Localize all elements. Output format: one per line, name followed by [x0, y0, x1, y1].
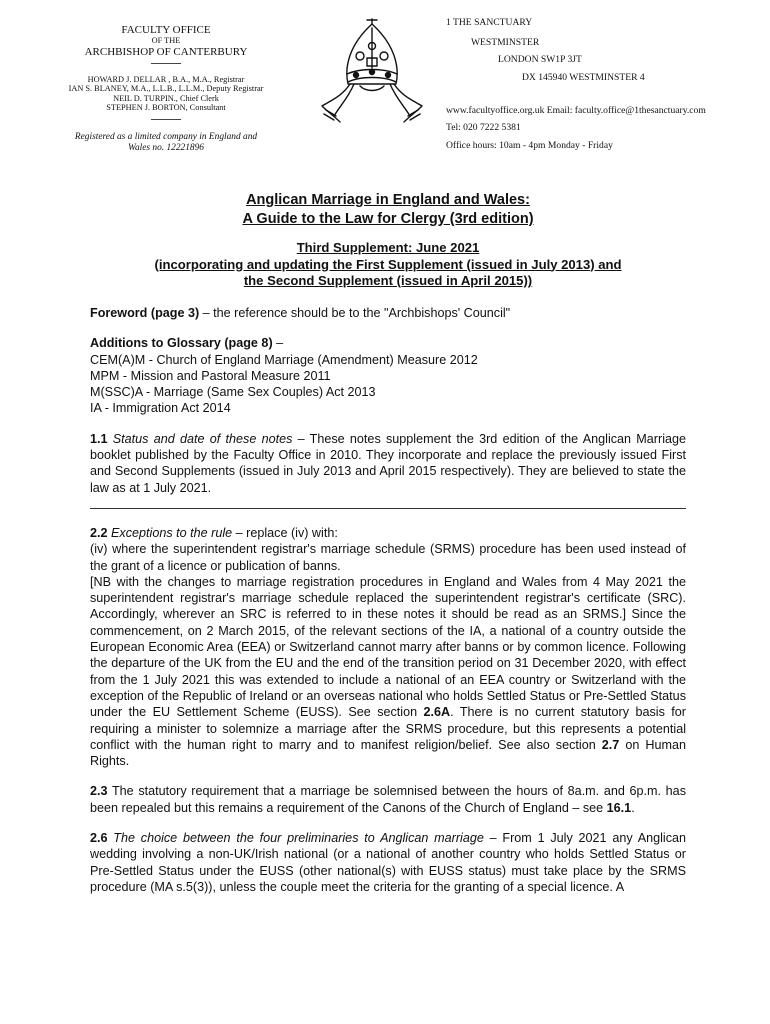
mitre-crest-icon [314, 16, 430, 128]
office-name-line3: ARCHBISHOP OF CANTERBURY [84, 45, 248, 58]
foreword-paragraph [90, 305, 686, 321]
section-number: 2.3 [90, 784, 108, 799]
divider [151, 63, 181, 64]
spacer [90, 509, 686, 525]
glossary-item: MPM - Mission and Pastoral Measure 2011 [90, 368, 331, 383]
foreword-heading: Foreword (page 3) [90, 306, 200, 320]
glossary-dash: – [272, 336, 284, 351]
section-text: – These notes supplement the 3rd edition of the Anglican Marriage booklet published by the Faculty Office in 2010. They incorporate and replace the previously issued First and Second Supplements (issued in July 2013 and April 2015 respectively). They are believed to state the law as at 1 July 2021. [90, 431, 687, 495]
document-body [90, 305, 686, 895]
foreword-text: – the reference should be to the "Archbishops' Council" [199, 306, 511, 320]
glossary-heading-line [90, 335, 686, 351]
glossary-item: IA - Immigration Act 2014 [90, 401, 231, 416]
section-number: 1.1 [90, 431, 108, 446]
section-text: – replace (iv) with: [232, 525, 338, 540]
office-name-line1: FACULTY OFFICE [121, 24, 211, 36]
address-line-1: 1 THE SANCTUARY [446, 17, 533, 28]
nb-text: on Human Rights. [90, 737, 686, 769]
web-email-line: www.facultyoffice.org.uk Email: faculty.office@1thesanctuary.com [446, 105, 706, 116]
section-title: Exceptions to the rule [111, 525, 233, 540]
title-line1: Anglican Marriage in England and Wales: [246, 192, 530, 208]
spacer [90, 769, 686, 783]
supplement-heading [90, 240, 686, 290]
section-text: The statutory requirement that a marriage be solemnised between the hours of 8a.m. and 6p.m. has been repealed but this remains a requirement of the Canons of the Church of England – see [90, 784, 686, 815]
spacer [90, 417, 686, 431]
section-2-3 [90, 783, 686, 816]
section-title: Status and date of these notes [112, 431, 293, 446]
section-number: 2.6 [90, 831, 108, 846]
address-line-3: LONDON SW1P 3JT [498, 54, 582, 65]
section-2-6 [90, 830, 686, 895]
section-reference: 16.1 [606, 800, 632, 815]
registered-line1: Registered as a limited company in England and [74, 131, 258, 142]
telephone-line: Tel: 020 7222 5381 [446, 122, 521, 133]
office-name-line2: OF THE [151, 36, 181, 45]
title-line2: A Guide to the Law for Clergy (3rd edition) [242, 211, 534, 227]
section-1-1 [90, 431, 686, 496]
glossary-item: CEM(A)M - Church of England Marriage (Amendment) Measure 2012 [90, 352, 478, 367]
address-line-2: WESTMINSTER [471, 37, 540, 48]
staff-line-4: STEPHEN J. BORTON, Consultant [106, 103, 226, 112]
nb-text: [NB with the changes to marriage registration procedures in England and Wales from 4 May 2021 the superintendent registrar's marriage schedule replaced the superintendent registrar's certificate (SRC). Accordingly, wherever an SRC is referred to in these notes it should be read as an SRMS.] Since the commencement, on 2 March 2015, of the relevant sections of the IA, a national of a country outside the European Economic Area (EEA) or Switzerland cannot marry after banns or by common licence. Following the departure of the UK from the EU and the end of the transition period on 31 December 2020, with effect from the 1 July 2021 this was extended to include a national of an EEA country or Switzerland with the exception of the Republic of Ireland or an overseas national who holds Settled Status or Pre-Settled Status under the EU Settlement Scheme (EUSS). See section [90, 574, 686, 720]
section-2-2-nb [90, 574, 686, 770]
spacer [90, 321, 686, 335]
section-text: – From 1 July 2021 any Anglican wedding involving a non-UK/Irish national (or a national of another country who holds Settled Status or Pre-Settled Status under the EUSS (other national(s) with EUSS status) must take place by the SRMS procedure (MA s.5(3)), unless the couple meet the criteria for the granting of a special licence. A [90, 831, 687, 894]
staff-line-1: HOWARD J. DELLAR , B.A., M.A., Registrar [87, 74, 245, 84]
document-title [90, 191, 686, 229]
section-title: The choice between the four preliminaries to Anglican marriage [113, 831, 484, 846]
glossary-heading: Additions to Glossary (page 8) [90, 336, 273, 351]
staff-line-2: IAN S. BLANEY, M.A., L.L.B., L.L.M., Deputy Registrar [68, 84, 264, 93]
section-reference: 2.6A [423, 705, 451, 720]
section-2-2-iv: (iv) where the superintendent registrar's marriage schedule (SRMS) procedure has been used instead of the grant of a licence or publication of banns. [90, 542, 686, 573]
spacer [90, 816, 686, 830]
spacer [90, 496, 686, 508]
section-number: 2.2 [90, 525, 108, 540]
address-line-4: DX 145940 WESTMINSTER 4 [522, 72, 645, 83]
section-2-2-intro [90, 525, 686, 541]
office-hours-line: Office hours: 10am - 4pm Monday - Friday [446, 140, 613, 151]
registered-line2: Wales no. 12221896 [128, 142, 204, 153]
glossary-item: M(SSC)A - Marriage (Same Sex Couples) Act 2013 [90, 385, 376, 400]
nb-text: . There is no current statutory basis for requiring a minister to solemnize a marriage after the SRMS procedure, but this represents a potential conflict with the human right to marry and to manifest religion/belief. See also section [90, 705, 686, 752]
supplement-line3: the Second Supplement (issued in April 2015)) [243, 273, 533, 288]
supplement-line2: (incorporating and updating the First Supplement (issued in July 2013) and [154, 256, 622, 272]
section-text-end: . [631, 800, 635, 815]
letterhead-left [50, 24, 282, 154]
staff-line-3: NEIL D. TURPIN., Chief Clerk [113, 93, 219, 103]
divider [151, 119, 181, 120]
supplement-line1: Third Supplement: June 2021 [296, 240, 480, 255]
section-reference: 2.7 [601, 737, 620, 752]
